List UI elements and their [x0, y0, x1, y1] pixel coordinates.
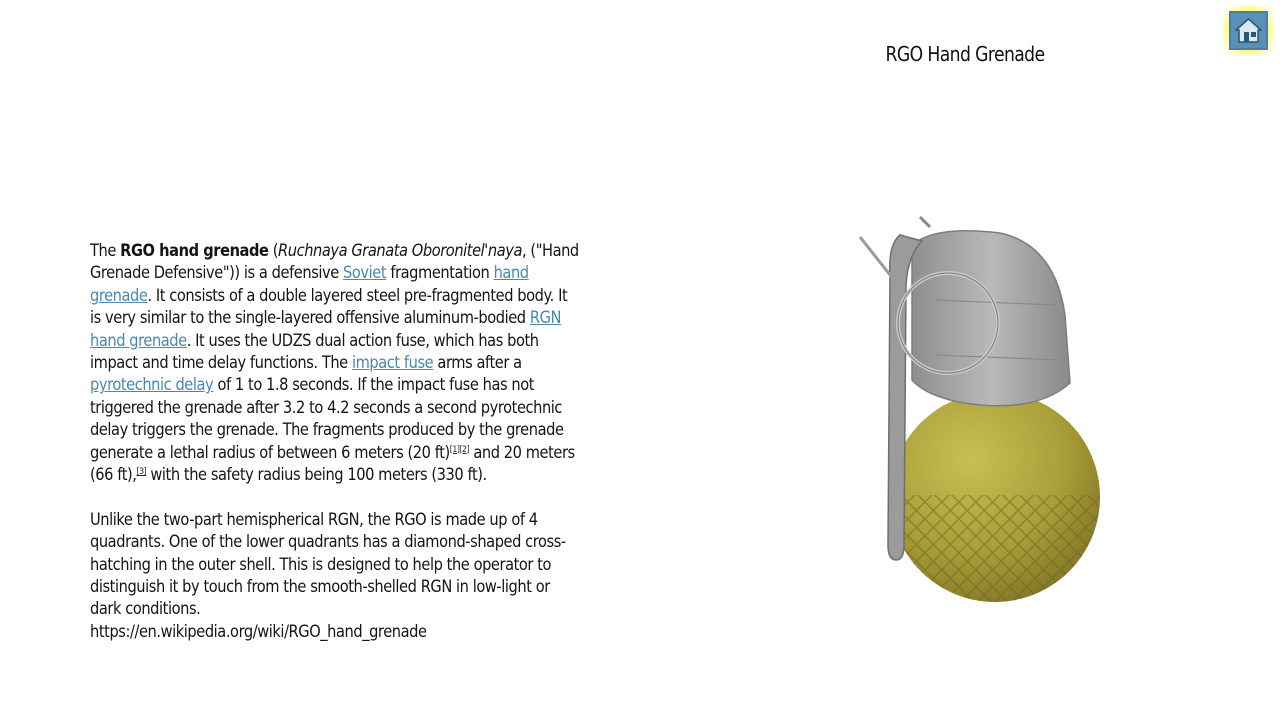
text-run: and 20 meters (66 ft),: [90, 442, 575, 486]
source-url: https://en.wikipedia.org/wiki/RGO_hand_grenade: [90, 621, 427, 642]
text-run: of 1 to 1.8 seconds. If the impact fuse has not triggered the grenade after 3.2 to 4.2 seconds a second pyrotechnic delay triggers the grenade. The fragments produced by the grenade generate a lethal radius of between 6 meters (20 ft): [90, 375, 564, 463]
grenade-russian-name: Ruchnaya Granata Oboronitel'naya: [278, 241, 523, 261]
text-run: The: [90, 241, 121, 261]
home-button[interactable]: [1223, 5, 1274, 56]
text-run: Unlike the two-part hemispherical RGN, the RGO is made up of 4 quadrants. One of the lower quadrants has a diamond-shaped cross-hatching in the outer shell. This is designed to help the operator to distinguish it by touch from the smooth-shelled RGN in low-light or dark conditions.: [90, 509, 566, 620]
citation-2[interactable]: [2]: [459, 444, 470, 455]
citation-3[interactable]: [3]: [136, 467, 147, 478]
link-pyrotechnic-delay[interactable]: pyrotechnic delay: [90, 375, 214, 396]
paragraph-design: [90, 509, 580, 643]
paragraph-description: [90, 240, 580, 486]
slide-title: RGO Hand Grenade: [885, 42, 1045, 66]
grenade-fuse: [912, 231, 1070, 406]
grenade-name: RGO hand grenade: [120, 241, 269, 261]
grenade-image: [840, 205, 1130, 605]
link-soviet[interactable]: Soviet: [343, 263, 387, 284]
link-rgn-hand-grenade[interactable]: RGN hand grenade: [90, 308, 561, 351]
text-run: fragmentation: [386, 263, 494, 284]
text-run: . It consists of a double layered steel pre-fragmented body. It is very similar to the single-layered offensive aluminum-bodied: [90, 285, 568, 329]
citation-1[interactable]: [1]: [449, 444, 460, 455]
link-impact-fuse[interactable]: impact fuse: [351, 353, 434, 374]
text-run: arms after a: [433, 353, 522, 374]
text-run: with the safety radius being 100 meters (330 ft).: [146, 465, 487, 486]
home-icon: [1235, 17, 1262, 44]
text-run: . It uses the UDZS dual action fuse, which has both impact and time delay functions. The: [90, 330, 539, 374]
article-text: [90, 240, 580, 643]
link-hand-grenade[interactable]: hand grenade: [90, 263, 529, 306]
text-run: (: [268, 241, 279, 261]
text-run: , ("Hand Grenade Defensive")) is a defensive: [90, 241, 579, 284]
home-button-tile: [1229, 11, 1268, 50]
